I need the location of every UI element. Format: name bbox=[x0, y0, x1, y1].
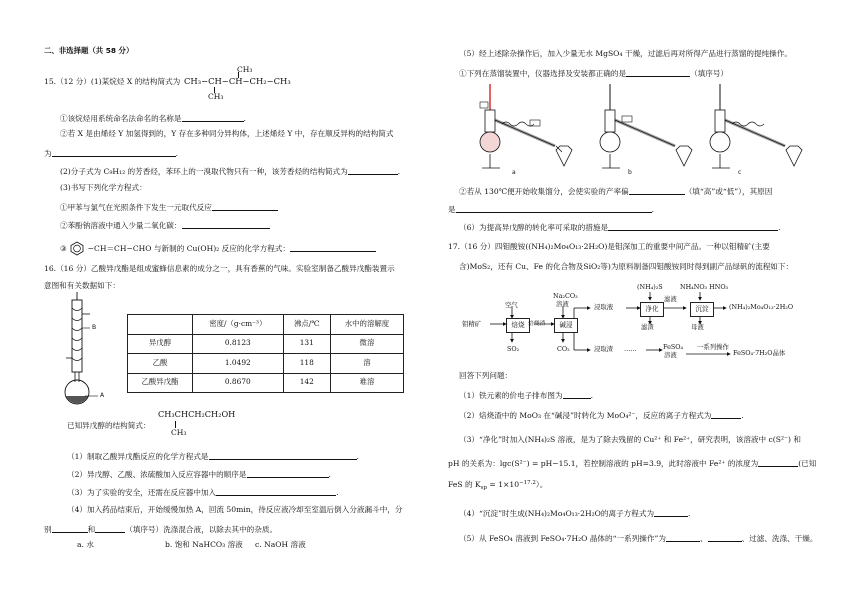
q15-head: 15.（12 分）(1)某烷烃 X 的结构简式为 bbox=[44, 77, 181, 86]
q17-head2: 含)MoS₂，还有 Cu、Fe 的化合物及SiO₂等)为原料制备四钼酸铵同时得到副产品绿矾的流程如下： bbox=[459, 262, 794, 271]
flow-nh4-2s: (NH₄)₂S bbox=[637, 283, 663, 291]
flow-leach-liq: 浸取液 bbox=[594, 303, 614, 311]
q15-struct-bottom: CH₃ bbox=[208, 92, 224, 101]
q17-a3c: pH 的关系为：lgc(S²⁻) = pH−15.1，若控制溶液的 pH=3.9，此时溶液中 Fe²⁺ 的浓度为 (已知 bbox=[448, 459, 817, 468]
distillation-setup-a bbox=[460, 80, 580, 170]
flow-feso4-2: 溶液 bbox=[664, 351, 677, 359]
flow-mother: 母液 bbox=[691, 323, 704, 331]
answer-blank[interactable] bbox=[182, 113, 244, 122]
apparatus-label-b: B bbox=[92, 324, 97, 331]
setup-label-b: b bbox=[628, 169, 632, 176]
flow-ops: 一系列操作 bbox=[697, 343, 729, 351]
answer-blank[interactable] bbox=[52, 148, 176, 157]
q16-opt-c: c. NaOH 溶液 bbox=[255, 540, 306, 549]
flow-box-purify: 净化 bbox=[640, 302, 664, 317]
flow-product: (NH₄)₂Mo₄O₁₃·2H₂O bbox=[729, 303, 794, 311]
flow-feso4-1: FeSO₄ bbox=[663, 343, 684, 351]
q16-s1: （1）制取乙酸异戊酯反应的化学方程式是 . bbox=[67, 452, 359, 461]
q16-s4: （4）加入药品结束后，开始缓慢加热 A，回流 50min，待反应液冷却至室温后倒入分液漏斗中，分 bbox=[67, 505, 403, 514]
table-row bbox=[128, 373, 404, 393]
q15-p1: ①该烷烃用系统命名法命名的名称是 . bbox=[60, 114, 246, 123]
q15-p3: (2)分子式为 C₉H₁₂ 的芳香烃，苯环上的一溴取代物只有一种，该芳香烃的结构简式为 . bbox=[60, 167, 401, 176]
q16-head: 16.（16 分）乙酸异戊酯是组成蜜蜂信息素的成分之一，具有香蕉的气味。实验室制备乙酸异戊酯装置示 bbox=[44, 264, 395, 273]
isoamyl-struct-main: CH₃CHCH₂CH₂OH bbox=[158, 409, 236, 419]
answer-blank[interactable] bbox=[290, 243, 376, 252]
flow-leach-res: 浸取渣 bbox=[594, 345, 614, 353]
q17-a5: （5）从 FeSO₄ 溶液到 FeSO₄·7H₂O 晶体的“一系列操作”为 、 、过滤、洗涤、干燥。 bbox=[459, 534, 818, 543]
q15-p7: ③ −CH＝CH−CHO 与新制的 Cu(OH)₂ 反应的化学方程式： bbox=[60, 241, 376, 255]
flow-filtrate: 滤液 bbox=[664, 295, 677, 303]
table-header-cell: 水中的溶解度 bbox=[330, 315, 403, 335]
apparatus-label-a: A bbox=[100, 392, 105, 399]
table-row bbox=[128, 334, 404, 354]
q17-answer-intro: 回答下列问题： bbox=[459, 371, 513, 380]
table-row bbox=[128, 354, 404, 374]
answer-blank[interactable] bbox=[209, 451, 357, 460]
q17-a3e: FeS 的 $K_{sp} = 1\times 10^{-17.2}$）。 bbox=[448, 480, 548, 491]
q17-a1: （1）铁元素的价电子排布图为 . bbox=[459, 391, 593, 400]
flow-residue: 滤渣 bbox=[641, 323, 654, 331]
answer-blank[interactable] bbox=[247, 469, 329, 478]
q15-struct-main: CH₃−CH−CH−CH₂−CH₃ bbox=[184, 76, 291, 86]
table-cell: 异戊醇 bbox=[128, 334, 193, 354]
table-header-cell bbox=[128, 315, 193, 335]
table-cell: 溶 bbox=[330, 354, 403, 374]
q16-s2: （2）异戊醇、乙酸、浓硫酸加入反应容器中的顺序是 . bbox=[67, 470, 331, 479]
flow-na2co3-2: 溶液 bbox=[556, 300, 569, 308]
table-cell: 微溶 bbox=[330, 334, 403, 354]
data-table bbox=[127, 314, 404, 393]
table-header-cell: 密度/（g·cm⁻³） bbox=[193, 315, 284, 335]
flow-raw: 钼精矿 bbox=[462, 320, 482, 328]
distillation-setup-c bbox=[690, 80, 810, 170]
r-line3: ②若从 130℃便开始收集馏分，会使实验的产率偏 （填“高”或“低”），其原因 bbox=[459, 187, 773, 196]
q15-struct-top: CH₃ bbox=[237, 65, 253, 74]
answer-blank[interactable] bbox=[626, 68, 690, 77]
answer-blank[interactable] bbox=[456, 204, 652, 213]
table-header-cell: 沸点/℃ bbox=[283, 315, 330, 335]
q15-p5: ①甲苯与氯气在光照条件下发生一元取代反应 bbox=[60, 202, 278, 213]
flow-calcine: 焙烧渣 bbox=[528, 321, 546, 327]
q15-p4: (3)书写下列化学方程式： bbox=[60, 183, 147, 192]
answer-blank[interactable] bbox=[95, 524, 125, 533]
q16-opt-b: b. 饱和 NaHCO₃ 溶液 bbox=[165, 540, 243, 549]
q15-p2: ②若 X 是由烯烃 Y 加氢得到的，Y 存在多种同分异构体，上述烯烃 Y 中，存在顺反异构的结构简式 bbox=[60, 129, 394, 138]
q16-opt-a: a. 水 bbox=[77, 540, 94, 549]
answer-blank[interactable] bbox=[708, 533, 742, 542]
q17-a2: （2）焙烧渣中的 MoO₃ 在“碱浸”时转化为 MoO₄²⁻，反应的离子方程式为 . bbox=[459, 411, 744, 420]
r-line2: ①下列在蒸馏装置中，仪器选择及安装都正确的是 （填序号） bbox=[459, 69, 729, 78]
answer-blank[interactable] bbox=[182, 220, 270, 229]
flow-na2co3-1: Na₂CO₃ bbox=[553, 292, 578, 300]
flow-so2: SO₂ bbox=[507, 345, 520, 353]
isoamyl-struct-sub: CH₃ bbox=[171, 428, 187, 437]
answer-blank[interactable] bbox=[608, 222, 778, 231]
answer-blank[interactable] bbox=[348, 166, 398, 175]
q17-head: 17.（16 分）四钼酸铵((NH₄)₂Mo₄O₁₃·2H₂O)是钼深加工的重要中间产品。一种以钼精矿(主要 bbox=[448, 242, 770, 251]
table-header-row bbox=[128, 315, 404, 335]
answer-blank[interactable] bbox=[666, 533, 700, 542]
q16-s3: （3）为了实验的安全，还需在反应器中加入 . bbox=[67, 488, 339, 497]
table-cell: 乙酸异戊酯 bbox=[128, 373, 193, 393]
isoamyl-bond bbox=[175, 421, 176, 428]
table-cell: 118 bbox=[283, 354, 330, 374]
q17-a4: （4）“沉淀”时生成(NH₄)₂Mo₄O₁₃·2H₂O的离子方程式为 . bbox=[459, 509, 691, 518]
q15-p2b: 为 . bbox=[44, 149, 179, 158]
answer-blank[interactable] bbox=[629, 186, 685, 195]
answer-blank[interactable] bbox=[212, 202, 278, 211]
r-line1: （5）经上述除杂操作后，加入少量无水 MgSO₄ 干燥，过滤后再对所得产品进行蒸馏的提纯操作。 bbox=[459, 49, 792, 58]
answer-blank[interactable] bbox=[563, 390, 591, 399]
q15-p6: ②苯酚钠溶液中通入少量二氧化碳： bbox=[60, 220, 270, 231]
answer-blank[interactable] bbox=[654, 508, 688, 517]
benzene-ring-icon bbox=[69, 241, 85, 255]
flow-crystal: FeSO₄·7H₂O晶体 bbox=[733, 349, 786, 357]
table-cell: 131 bbox=[283, 334, 330, 354]
flow-air: 空气 bbox=[505, 301, 518, 309]
r-line4: 是 . bbox=[448, 205, 655, 214]
flow-dots: …… bbox=[624, 345, 637, 353]
q16-s4b: 别 和 （填序号）洗涤混合液，以除去其中的杂质。 bbox=[44, 525, 278, 534]
table-cell: 142 bbox=[283, 373, 330, 393]
setup-label-c: c bbox=[738, 169, 742, 176]
q16-head2: 意图和有关数据如下： bbox=[44, 281, 120, 290]
reflux-apparatus-diagram bbox=[48, 292, 108, 412]
section-title: 二、非选择题（共 58 分） bbox=[44, 46, 134, 55]
flow-box-leach: 碱浸 bbox=[554, 318, 578, 333]
q17-a3: （3）“净化”时加入(NH₄)₂S 溶液，是为了除去残留的 Cu²⁺ 和 Fe²⁺，研究表明，该溶液中 c(S²⁻) 和 bbox=[459, 435, 801, 444]
distillation-setup-b bbox=[580, 80, 700, 170]
r-line5: （6）为提高异戊醇的转化率可采取的措施是 . bbox=[459, 223, 781, 232]
setup-label-a: a bbox=[512, 169, 516, 176]
flow-box-roast: 焙烧 bbox=[506, 318, 530, 333]
table-cell: 乙酸 bbox=[128, 354, 193, 374]
flow-box-precip: 沉淀 bbox=[690, 302, 714, 317]
isoamyl-struct-label: 已知异戊醇的结构简式： bbox=[67, 421, 151, 430]
table-cell: 0.8670 bbox=[193, 373, 284, 393]
flow-reagents: NH₄NO₃ HNO₃ bbox=[680, 283, 729, 291]
answer-blank[interactable] bbox=[52, 524, 88, 533]
answer-blank[interactable] bbox=[758, 458, 798, 467]
answer-blank[interactable] bbox=[216, 487, 336, 496]
flow-co2: CO₂ bbox=[557, 345, 570, 353]
table-cell: 0.8123 bbox=[193, 334, 284, 354]
table-cell: 难溶 bbox=[330, 373, 403, 393]
answer-blank[interactable] bbox=[711, 410, 741, 419]
table-cell: 1.0492 bbox=[193, 354, 284, 374]
